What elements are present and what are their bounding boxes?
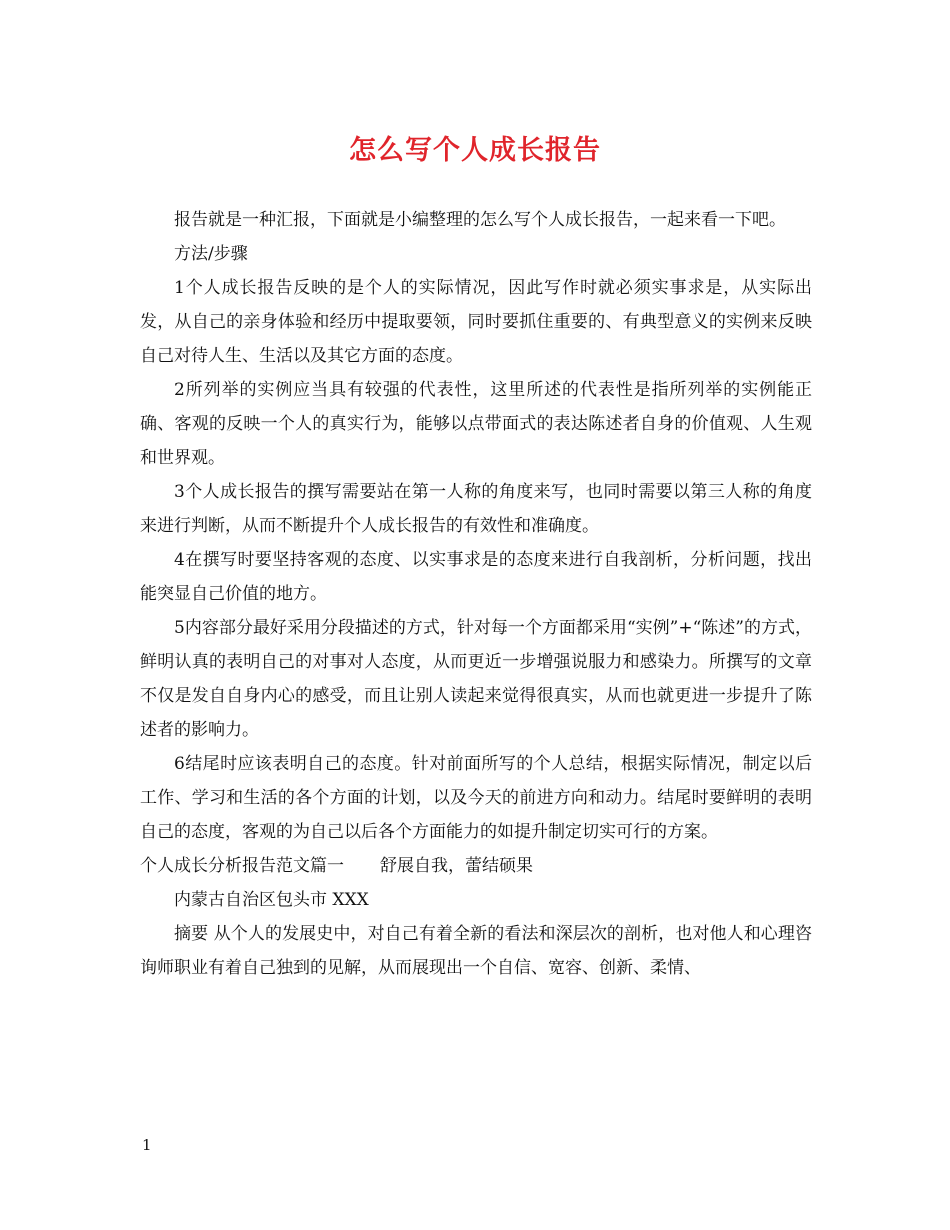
step-paragraph-1: 1个人成长报告反映的是个人的实际情况，因此写作时就必须实事求是，从实际出发，从自己的亲身体验和经历中提取要领，同时要抓住重要的、有典型意义的实例来反映自己对待人生、生活以及其它方面的态度。 [140,278,812,366]
sample-heading-line [140,849,812,883]
step-paragraph-4: 4在撰写时要坚持客观的态度、以实事求是的态度来进行自我剖析，分析问题，找出能突显自己价值的地方。 [140,550,812,604]
sample-subtitle: 舒展自我，蕾结硕果 [380,856,533,876]
step-paragraph-2: 2所列举的实例应当具有较强的代表性，这里所述的代表性是指所列举的实例能正确、客观的反映一个人的真实行为，能够以点带面式的表达陈述者自身的价值观、人生观和世界观。 [140,380,812,468]
step-paragraph-3: 3个人成长报告的撰写需要站在第一人称的角度来写，也同时需要以第三人称的角度来进行判断，从而不断提升个人成长报告的有效性和准确度。 [140,482,812,536]
page-number: 1 [142,1136,152,1154]
step-paragraph-5: 5内容部分最好采用分段描述的方式，针对每一个方面都采用“实例”+“陈述”的方式，鲜明认真的表明自己的对事对人态度，从而更近一步增强说服力和感染力。所撰写的文章不仅是发自自身内心的感受，而且让别人读起来觉得很真实，从而也就更进一步提升了陈述者的影响力。 [140,618,812,740]
author-line: 内蒙古自治区包头市 XXX [174,890,369,910]
document-title: 怎么写个人成长报告 [349,135,601,166]
abstract-paragraph: 摘要 从个人的发展史中，对自己有着全新的看法和深层次的剖析，也对他人和心理咨询师职业有着自己独到的见解，从而展现出一个自信、宽容、创新、柔情、 [140,924,812,978]
document-body [140,203,812,985]
method-heading: 方法/步骤 [174,244,248,264]
intro-paragraph: 报告就是一种汇报，下面就是小编整理的怎么写个人成长报告，一起来看一下吧。 [174,210,786,230]
step-paragraph-6: 6结尾时应该表明自己的态度。针对前面所写的个人总结，根据实际情况，制定以后工作、学习和生活的各个方面的计划，以及今天的前进方向和动力。结尾时要鲜明的表明自己的态度，客观的为自己以后各个方面能力的如提升制定切实可行的方案。 [140,754,812,842]
sample-heading: 个人成长分析报告范文篇一 [140,856,344,876]
